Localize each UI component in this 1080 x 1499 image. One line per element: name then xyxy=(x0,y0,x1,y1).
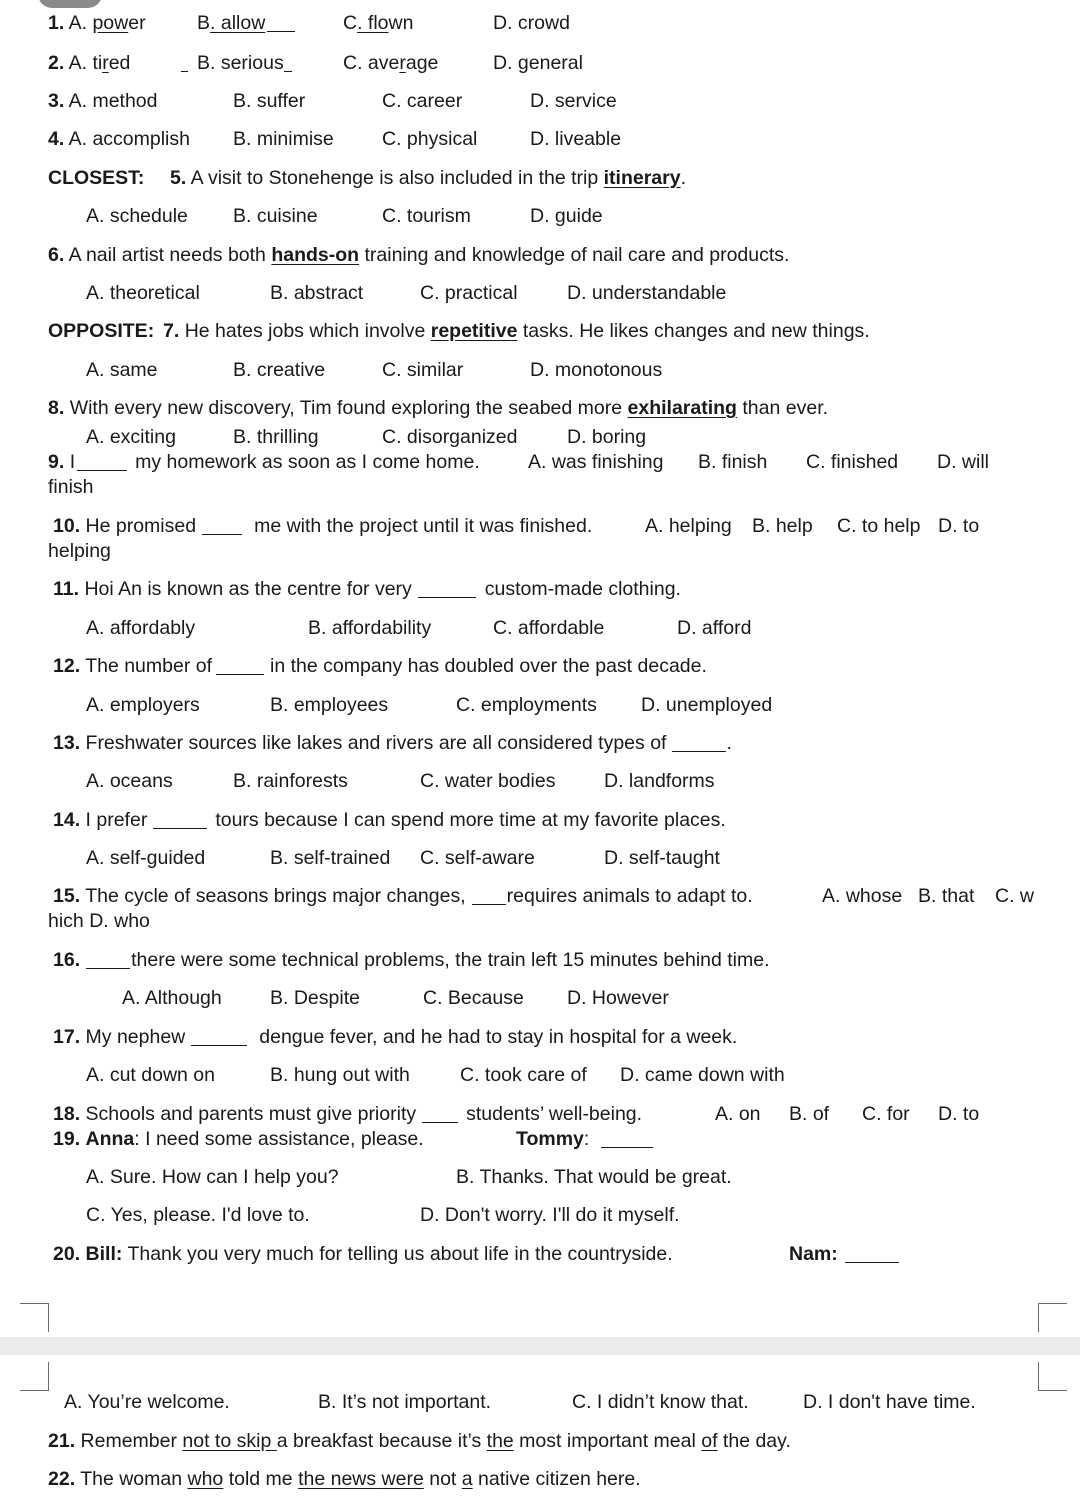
crop-mark xyxy=(20,1303,49,1332)
option-d: D. service xyxy=(530,90,617,112)
option-d: D. general xyxy=(493,52,583,74)
page-tab-handle xyxy=(38,0,102,8)
section-label-closest: CLOSEST: xyxy=(48,167,145,189)
crop-mark xyxy=(1038,1303,1067,1332)
crop-mark xyxy=(20,1362,49,1391)
option-c: C. flown xyxy=(343,12,414,34)
option-b: B. allow xyxy=(197,11,295,35)
option-d: D. liveable xyxy=(530,128,622,150)
option-b: B. serious xyxy=(181,51,292,75)
section-label-opposite: OPPOSITE: xyxy=(48,320,155,342)
option-c: C. average xyxy=(343,52,439,74)
option-b: B. minimise xyxy=(233,128,334,150)
page-break xyxy=(0,1337,1080,1355)
option-b: B. suffer xyxy=(233,90,306,112)
option-d: D. crowd xyxy=(493,12,570,34)
question-number: 1. xyxy=(48,12,65,34)
crop-mark xyxy=(1038,1362,1067,1391)
option-c: C. physical xyxy=(382,128,478,150)
option-c: C. career xyxy=(382,90,463,112)
